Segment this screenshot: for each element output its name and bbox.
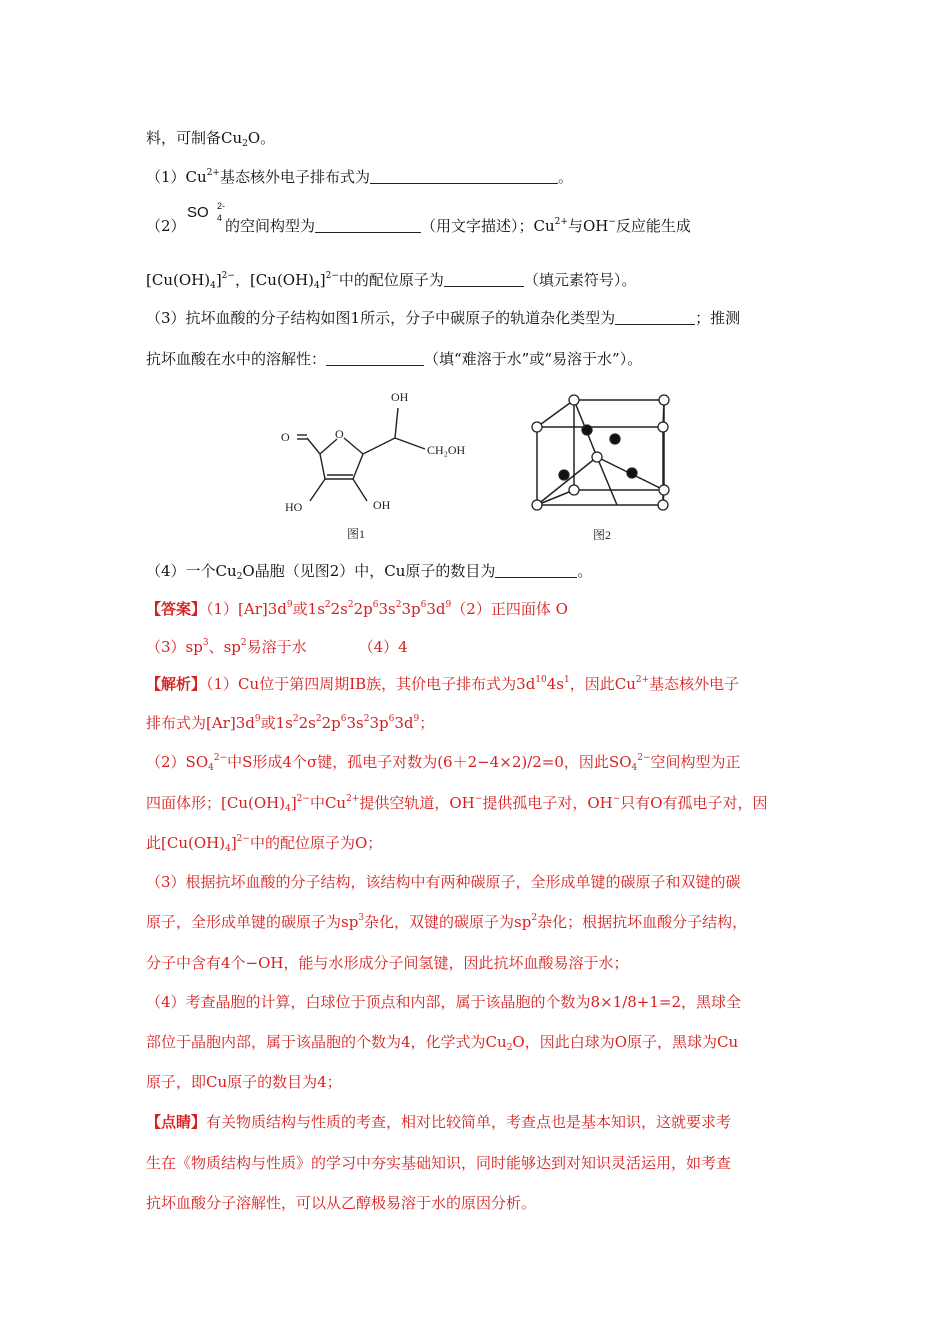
answer-blank [615, 310, 695, 325]
analysis-p4-line-3: 原子，即Cu原子的数目为4； [146, 1073, 342, 1091]
comment-line-1: 【点睛】有关物质结构与性质的考查，相对比较简单，考查点也是基本知识，这就要求考 [146, 1113, 732, 1131]
question-2-line-1-text: 的空间构型为 （用文字描述）；$Cu^{2+}$与OH−反应能生成 [225, 217, 691, 235]
answer-line-1: 【答案】$(1)[Ar]3d^9$或$1s^22s^22p^63s^23p^63d^9(2)$正四面体 O [146, 600, 568, 618]
analysis-tag: 【解析】 [146, 675, 207, 693]
question-1: $(1)Cu^{2+}$基态核外电子排布式为 。 [146, 168, 573, 186]
fig1-caption: 图1 [347, 527, 366, 541]
question-3-line-2: 抗坏血酸在水中的溶解性： （填“难溶于水”或“易溶于水”）。 [146, 350, 643, 368]
bond-c5-ch2oh [395, 438, 425, 449]
question-3-line-1: （3）抗坏血酸的分子结构如图1所示，分子中碳原子的轨道杂化类型为 ；推测 [146, 309, 741, 327]
bond-c2r-c1 [320, 454, 325, 479]
bond-c4-c5 [363, 438, 395, 454]
answer-blank [370, 169, 558, 184]
bond-int-2 [597, 457, 617, 505]
white-atom [532, 422, 542, 432]
sulfate-formula: SO 2- 4 [187, 201, 226, 223]
bond-c2-o [320, 439, 337, 454]
analysis-p3-line-1: （3）根据抗坏血酸的分子结构，该结构中有两种碳原子，全形成单键的碳原子和双键的碳 [146, 873, 741, 891]
white-atom [569, 395, 579, 405]
black-atom [610, 434, 620, 444]
white-atom [532, 500, 542, 510]
analysis-p2-line-3: 此$[Cu(OH)_4]^{2-}$中的配位原子为O； [146, 834, 383, 854]
analysis-p4-line-2: 部位于晶胞内部，属于该晶胞的个数为4，化学式为$Cu_2O$，因此白球为O原子，黑球为Cu [146, 1033, 739, 1053]
analysis-p3-line-2: 原子，全形成单键的碳原子为$sp^3$杂化，双键的碳原子为$sp^2$杂化；根据抗坏血酸分子结构， [146, 913, 748, 931]
label-ho-left: HO [285, 500, 303, 514]
analysis-p3-line-3: 分子中含有4个−OH，能与水形成分子间氢键，因此抗坏血酸易溶于水； [146, 954, 629, 972]
white-atom [569, 485, 579, 495]
white-atom [658, 422, 668, 432]
white-atom [659, 485, 669, 495]
black-atom [627, 468, 637, 478]
label-ch2oh: CH₂OH [427, 443, 466, 457]
answer-blank [315, 218, 421, 233]
analysis-p1-line-1: 【解析】（1）Cu位于第四周期IB族，其价电子排布式为$3d^{10}4s^1$，因此$Cu^{2+}$基态核外电子 [146, 675, 740, 693]
bond-oh-right [353, 479, 367, 501]
white-atom [659, 395, 669, 405]
cell-back-face [574, 400, 664, 490]
label-carbonyl-o: O [281, 430, 290, 444]
analysis-p4-line-1: （4）考查晶胞的计算，白球位于顶点和内部，属于该晶胞的个数为8×1/8+1=2，黑球全 [146, 993, 742, 1011]
bond-c5-oh [395, 408, 398, 438]
answer-blank [444, 272, 524, 287]
question-4: （4）一个$Cu_2O$晶胞（见图2）中，Cu原子的数目为 。 [146, 562, 593, 582]
analysis-p1-line-2: 排布式为$[Ar]3d^9$或$1s^22s^22p^63s^23p^63d^9$； [146, 714, 435, 732]
label-oh-right: OH [373, 498, 391, 512]
figure-panel [277, 381, 673, 543]
question-2-line-1: （2） [146, 217, 186, 235]
unit-cell-structure [537, 400, 664, 505]
comment-line-2: 生在《物质结构与性质》的学习中夯实基础知识，同时能够达到对知识灵活运用，如考查 [146, 1154, 732, 1172]
white-atom [658, 500, 668, 510]
label-oh-top: OH [391, 390, 409, 404]
figure-svg [277, 381, 673, 543]
bond-c4-c3 [353, 454, 363, 479]
comment-line-3: 抗坏血酸分子溶解性，可以从乙醇极易溶于水的原因分析。 [146, 1194, 537, 1212]
fig2-caption: 图2 [593, 528, 612, 542]
bond-int-3 [537, 457, 597, 505]
black-atom [559, 470, 569, 480]
label-ring-o: O [335, 427, 344, 441]
intro-line: 料，可制备$Cu_2O$。 [146, 129, 276, 149]
answer-blank [326, 351, 424, 366]
edge-tl [537, 400, 574, 427]
answer-line-2: $(3)sp^3$、$sp^2$易溶于水 （4）4 [146, 638, 408, 656]
black-atom [582, 425, 592, 435]
question-2-line-2: $[Cu(OH)_4]^{2-}$，$[Cu(OH)_4]^{2-}$中的配位原子为 （填元素符号）。 [146, 271, 637, 291]
edge-bl [537, 490, 574, 505]
analysis-p2-line-2: 四面体形；$[Cu(OH)_4]^{2-}$中$Cu^{2+}$提供空轨道，OH−提供孤电子对，OH−只有O有孤电子对，因 [146, 794, 768, 814]
bond-ho-left [310, 479, 325, 501]
bond-o-c4 [344, 438, 363, 454]
white-atom-center [592, 452, 602, 462]
answer-tag: 【答案】 [146, 600, 207, 618]
ascorbic-acid-structure [297, 408, 425, 501]
comment-tag: 【点睛】 [146, 1113, 207, 1131]
analysis-p2-line-1: $(2)SO_4^{2-}$中S形成4个σ键，孤电子对数为(6＋2−4×2)/2=0，因此$SO_4^{2-}$空间构型为正 [146, 753, 741, 773]
bond-c1-c2 [307, 438, 320, 454]
answer-blank [495, 563, 577, 578]
